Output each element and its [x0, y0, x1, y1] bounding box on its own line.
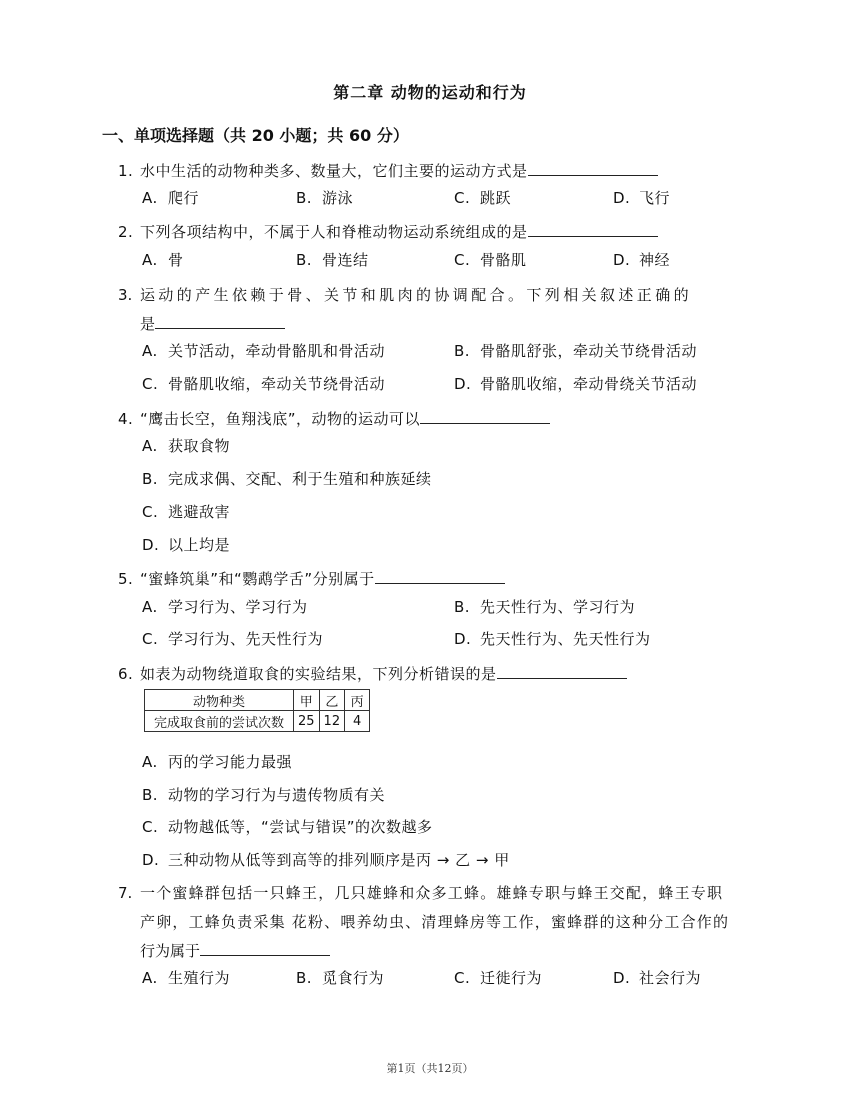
- option-text: 丙的学习能力最强: [168, 753, 293, 771]
- option-a: [142, 435, 230, 456]
- option-letter: D.: [454, 630, 472, 648]
- option-letter: A.: [142, 342, 158, 360]
- question-stem: 下列各项结构中，不属于人和脊椎动物运动系统组成的是: [140, 223, 528, 241]
- option-letter: D.: [613, 969, 631, 987]
- question-number: 1.: [118, 162, 134, 180]
- option-letter: A.: [142, 251, 158, 269]
- option-text: 学习行为、学习行为: [168, 598, 308, 616]
- question-stem-continued: 产卵，工蜂负责采集 花粉、喂养幼虫、清理蜂房等工作，蜜蜂群的这种分工合作的: [140, 913, 730, 931]
- question-stem: 运动的产生依赖于骨、关节和肌肉的协调配合。下列相关叙述正确的: [140, 286, 693, 304]
- question-number: 6.: [118, 665, 134, 683]
- option-letter: A.: [142, 437, 158, 455]
- question-stem: “鹰击长空，鱼翔浅底”，动物的运动可以: [140, 410, 421, 428]
- question-6: [118, 663, 627, 684]
- option-b: [142, 784, 385, 805]
- option-letter: C.: [454, 189, 471, 207]
- option-letter: C.: [454, 969, 471, 987]
- answer-blank: [420, 409, 550, 424]
- option-c: [142, 816, 433, 837]
- question-stem-continued: [140, 313, 285, 334]
- question-stem: 水中生活的动物种类多、数量大，它们主要的运动方式是: [140, 162, 528, 180]
- option-letter: B.: [142, 470, 159, 488]
- option-text: 逃避敌害: [168, 503, 231, 521]
- option-letter: C.: [454, 251, 471, 269]
- option-text: 动物越低等，“尝试与错误”的次数越多: [168, 818, 433, 836]
- option-d: [142, 534, 230, 555]
- option-letter: A.: [142, 598, 158, 616]
- answer-blank: [528, 222, 658, 237]
- question-stem: “蜜蜂筑巢”和“鹦鹉学舌”分别属于: [140, 570, 375, 588]
- option-c: [454, 249, 527, 270]
- option-text: 以上均是: [168, 536, 231, 554]
- table-cell: 乙: [319, 690, 345, 711]
- option-c: [142, 501, 230, 522]
- option-text: 迁徙行为: [480, 969, 543, 987]
- table-cell: 4: [345, 711, 370, 732]
- option-a: [142, 967, 230, 988]
- option-letter: B.: [454, 598, 471, 616]
- question-3: [118, 284, 692, 305]
- option-text: 动物的学习行为与遗传物质有关: [168, 786, 386, 804]
- option-text: 学习行为、先天性行为: [168, 630, 324, 648]
- option-text: 骨: [168, 251, 184, 269]
- option-c: [454, 187, 511, 208]
- option-text: 爬行: [168, 189, 200, 207]
- question-number: 3.: [118, 286, 133, 304]
- option-b: [454, 596, 635, 617]
- question-stem-tail: 是: [140, 315, 156, 333]
- option-text: 关节活动，牵动骨骼肌和骨活动: [168, 342, 386, 360]
- option-b: [296, 967, 384, 988]
- option-d: [454, 373, 697, 394]
- table-cell: 完成取食前的尝试次数: [145, 711, 294, 732]
- option-letter: D.: [613, 189, 631, 207]
- table-cell: 动物种类: [145, 690, 294, 711]
- option-text: 飞行: [639, 189, 671, 207]
- option-letter: D.: [142, 536, 160, 554]
- option-text: 骨骼肌收缩，牵动骨绕关节活动: [480, 375, 698, 393]
- option-d: [454, 628, 651, 649]
- option-text: 跳跃: [480, 189, 512, 207]
- option-letter: D.: [613, 251, 631, 269]
- table-cell: 25: [294, 711, 320, 732]
- option-b: [296, 187, 353, 208]
- option-letter: B.: [296, 969, 313, 987]
- question-number: 5.: [118, 570, 134, 588]
- option-text: 觅食行为: [322, 969, 385, 987]
- answer-blank: [155, 314, 285, 329]
- answer-blank: [528, 161, 658, 176]
- option-d: [613, 249, 670, 270]
- option-letter: B.: [142, 786, 159, 804]
- table-row: [145, 711, 370, 732]
- option-letter: C.: [142, 375, 159, 393]
- question-stem-continued: [140, 940, 330, 961]
- chapter-title: 第二章 动物的运动和行为: [333, 83, 527, 102]
- option-c: [142, 628, 323, 649]
- option-b: [142, 468, 432, 489]
- answer-blank: [497, 664, 627, 679]
- question-stem: 如表为动物绕道取食的实验结果，下列分析错误的是: [140, 665, 497, 683]
- option-letter: B.: [296, 189, 313, 207]
- question-number: 7.: [118, 884, 133, 902]
- option-text: 社会行为: [639, 969, 702, 987]
- option-text: 三种动物从低等到高等的排列顺序是丙 → 乙 → 甲: [168, 851, 510, 869]
- option-text: 骨骼肌舒张，牵动关节绕骨活动: [480, 342, 698, 360]
- option-b: [454, 340, 697, 361]
- question-4: [118, 408, 550, 429]
- option-text: 获取食物: [168, 437, 231, 455]
- option-d: [142, 849, 510, 870]
- table-cell: 12: [319, 711, 345, 732]
- option-text: 先天性行为、先天性行为: [480, 630, 651, 648]
- question-7: [118, 882, 723, 903]
- table-header-row: [145, 690, 370, 711]
- section-heading: 一、单项选择题（共 20 小题；共 60 分）: [102, 126, 409, 145]
- option-a: [142, 751, 292, 772]
- option-text: 骨骼肌: [480, 251, 527, 269]
- option-letter: C.: [142, 630, 159, 648]
- question-5: [118, 568, 505, 589]
- option-letter: A.: [142, 753, 158, 771]
- question-1: [118, 160, 658, 181]
- option-d: [613, 187, 670, 208]
- question-stem: 一个蜜蜂群包括一只蜂王，几只雄蜂和众多工蜂。雄蜂专职与蜂王交配，蜂王专职: [140, 884, 724, 902]
- table-cell: 丙: [345, 690, 370, 711]
- option-letter: B.: [296, 251, 313, 269]
- option-letter: D.: [142, 851, 160, 869]
- option-d: [613, 967, 701, 988]
- option-a: [142, 596, 308, 617]
- option-text: 游泳: [322, 189, 354, 207]
- option-text: 生殖行为: [168, 969, 231, 987]
- option-letter: C.: [142, 818, 159, 836]
- option-text: 先天性行为、学习行为: [480, 598, 636, 616]
- answer-blank: [200, 941, 330, 956]
- option-text: 神经: [639, 251, 671, 269]
- option-text: 骨连结: [322, 251, 369, 269]
- option-letter: C.: [142, 503, 159, 521]
- option-a: [142, 187, 199, 208]
- option-b: [296, 249, 369, 270]
- option-a: [142, 340, 385, 361]
- option-letter: A.: [142, 189, 158, 207]
- question-number: 4.: [118, 410, 134, 428]
- data-table: [144, 689, 370, 732]
- question-2: [118, 221, 658, 242]
- option-letter: A.: [142, 969, 158, 987]
- option-c: [454, 967, 542, 988]
- option-a: [142, 249, 184, 270]
- option-letter: B.: [454, 342, 471, 360]
- question-number: 2.: [118, 223, 134, 241]
- option-c: [142, 373, 385, 394]
- page-footer: 第1页（共12页）: [386, 1062, 474, 1075]
- option-text: 骨骼肌收缩，牵动关节绕骨活动: [168, 375, 386, 393]
- option-letter: D.: [454, 375, 472, 393]
- option-text: 完成求偶、交配、利于生殖和种族延续: [168, 470, 432, 488]
- answer-blank: [375, 569, 505, 584]
- question-stem-tail: 行为属于: [140, 942, 201, 960]
- table-cell: 甲: [294, 690, 320, 711]
